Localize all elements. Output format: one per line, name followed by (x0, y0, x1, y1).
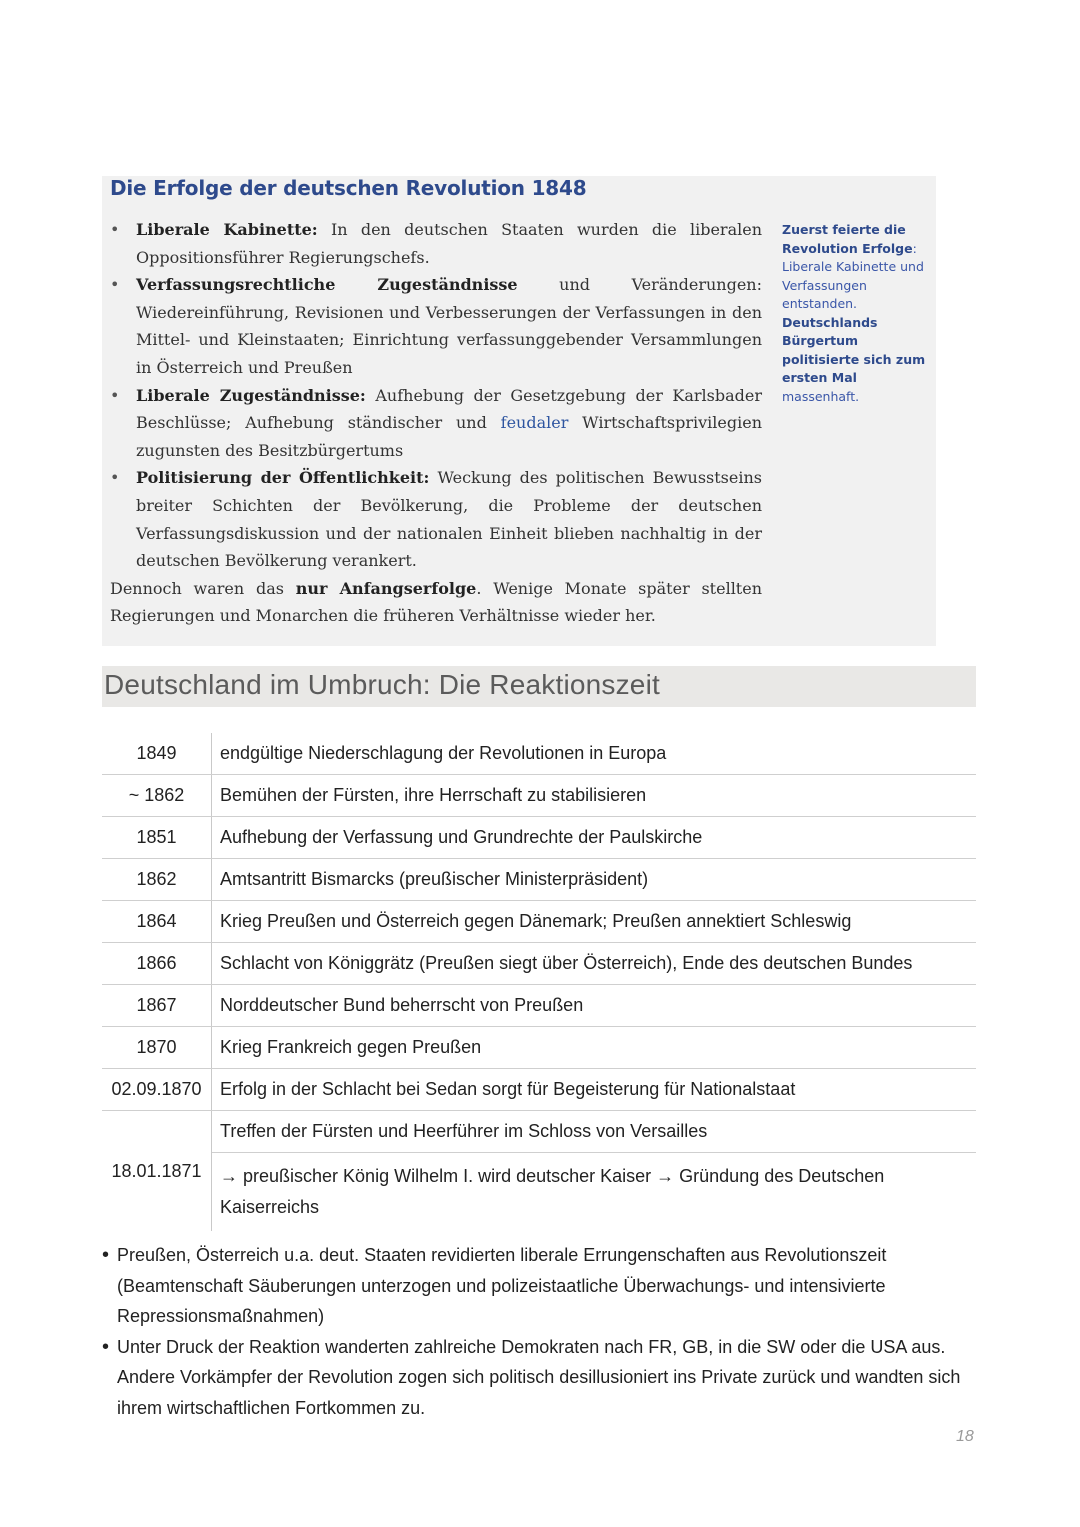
notes (102, 1240, 972, 1424)
bullet-text: Aufhebung der Gesetzgebung der Karlsbader Beschlüsse; Aufhebung ständischer und (136, 385, 763, 433)
table-row (102, 817, 976, 859)
bullet-text: Weckung des politischen Bewusstseins breiter Schichten der Bevölkerung, die Probleme der deutschen Verfassungsdiskussion und der nationalen Einheit blieben nachhaltig in der deutschen Bevölkerung verankert. (136, 468, 762, 571)
table-row (102, 775, 976, 817)
timeline-date: 1866 (102, 943, 212, 985)
timeline-date: 18.01.1871 (102, 1111, 212, 1232)
timeline-table (102, 733, 976, 1231)
table-row (102, 1027, 976, 1069)
table-row (102, 1069, 976, 1111)
excerpt-body (110, 216, 762, 630)
section-heading-text: Deutschland im Umbruch: Die Reaktionszeit (104, 669, 660, 700)
excerpt-closing (110, 575, 762, 630)
timeline-date: 1851 (102, 817, 212, 859)
timeline-event: Aufhebung der Verfassung und Grundrechte der Paulskirche (212, 817, 977, 859)
margin-note-text: massenhaft. (782, 388, 860, 404)
table-row (102, 901, 976, 943)
excerpt-title: Die Erfolge der deutschen Revolution 1848 (110, 176, 587, 200)
list-item: • Preußen, Österreich u.a. deut. Staaten revidierten liberale Errungenschaften aus Revolutionszeit (Beamtenschaft Säuberungen unterzogen und polizeistaatliche Überwachungs- und intensivierte Repressionsmaßnahmen) (102, 1240, 972, 1332)
table-row (102, 1111, 976, 1153)
timeline-event: Bemühen der Fürsten, ihre Herrschaft zu stabilisieren (212, 775, 977, 817)
timeline-event: Krieg Frankreich gegen Preußen (212, 1027, 977, 1069)
bullet-term: Verfassungsrechtliche Zugeständnisse (136, 275, 518, 295)
table-row (102, 733, 976, 775)
margin-note-text: : Liberale Kabinette und Verfassungen entstanden. (782, 240, 924, 311)
bullet-text: und Veränderungen: Wiedereinführung, Revisionen und Verbesserungen der Verfassungen in den Mittel- und Kleinstaaten; Einrichtung verfassunggebender Versammlungen in Österreich und Preußen (136, 275, 762, 377)
table-row (102, 1153, 976, 1232)
closing-text: . Wenige Monate später stellten Regierungen und Monarchen die früheren Verhältnisse wieder her. (110, 578, 763, 626)
excerpt-bullet (110, 271, 762, 381)
timeline-date: 02.09.1870 (102, 1069, 212, 1111)
table-row (102, 859, 976, 901)
timeline-event: Amtsantritt Bismarcks (preußischer Ministerpräsident) (212, 859, 977, 901)
excerpt-bullet-list (110, 216, 762, 575)
bullet-term: Liberale Kabinette: (136, 220, 318, 239)
page-number: 18 (956, 1428, 974, 1445)
timeline-event: Treffen der Fürsten und Heerführer im Schloss von Versailles (212, 1111, 977, 1153)
timeline-event: Norddeutscher Bund beherrscht von Preußen (212, 985, 977, 1027)
timeline-date: 1849 (102, 733, 212, 775)
closing-emphasis: nur Anfangserfolge (295, 578, 477, 598)
excerpt-bullet (110, 216, 762, 271)
timeline-date: 1870 (102, 1027, 212, 1069)
notes-list (102, 1240, 972, 1424)
table-row (102, 943, 976, 985)
glossary-link[interactable]: feudaler (500, 413, 569, 433)
timeline-event: → preußischer König Wilhelm I. wird deutscher Kaiser → Gründung des Deutschen Kaiserreichs (220, 1166, 885, 1217)
list-item: • Unter Druck der Reaktion wanderten zahlreiche Demokraten nach FR, GB, in die SW oder die USA aus. Andere Vorkämpfer der Revolution zogen sich politisch desillusioniert ins Private zurück und wandten sich ihrem wirtschaftlichen Fortkommen zu. (102, 1332, 972, 1424)
closing-text: Dennoch waren das (110, 578, 296, 598)
timeline-date: ~ 1862 (102, 775, 212, 817)
bullet-term: Liberale Zugeständnisse: (136, 385, 366, 405)
excerpt-bullet (110, 464, 762, 574)
timeline-date: 1862 (102, 859, 212, 901)
timeline-event: endgültige Niederschlagung der Revolutionen in Europa (212, 733, 977, 775)
table-row (102, 985, 976, 1027)
timeline-date: 1864 (102, 901, 212, 943)
excerpt-bullet (110, 382, 762, 465)
margin-note-bold: Zuerst feierte die Revolution Erfolge (782, 222, 913, 256)
timeline-date: 1867 (102, 985, 212, 1027)
timeline-event: Schlacht von Königgrätz (Preußen siegt über Österreich), Ende des deutschen Bundes (212, 943, 977, 985)
bullet-text: Wirtschaftsprivilegien zugunsten des Besitzbürgertums (136, 413, 763, 460)
timeline-event: Krieg Preußen und Österreich gegen Dänemark; Preußen annektiert Schleswig (212, 901, 977, 943)
section-heading (102, 666, 976, 707)
margin-note-bold: Deutschlands Bürgertum politisierte sich zum ersten Mal (782, 314, 926, 385)
bullet-term: Politisierung der Öffentlichkeit: (136, 468, 430, 488)
bullet-text: In den deutschen Staaten wurden die liberalen Oppositionsführer Regierungschefs. (136, 220, 763, 267)
timeline-event: Erfolg in der Schlacht bei Sedan sorgt für Begeisterung für Nationalstaat (212, 1069, 977, 1111)
margin-note (782, 221, 932, 406)
